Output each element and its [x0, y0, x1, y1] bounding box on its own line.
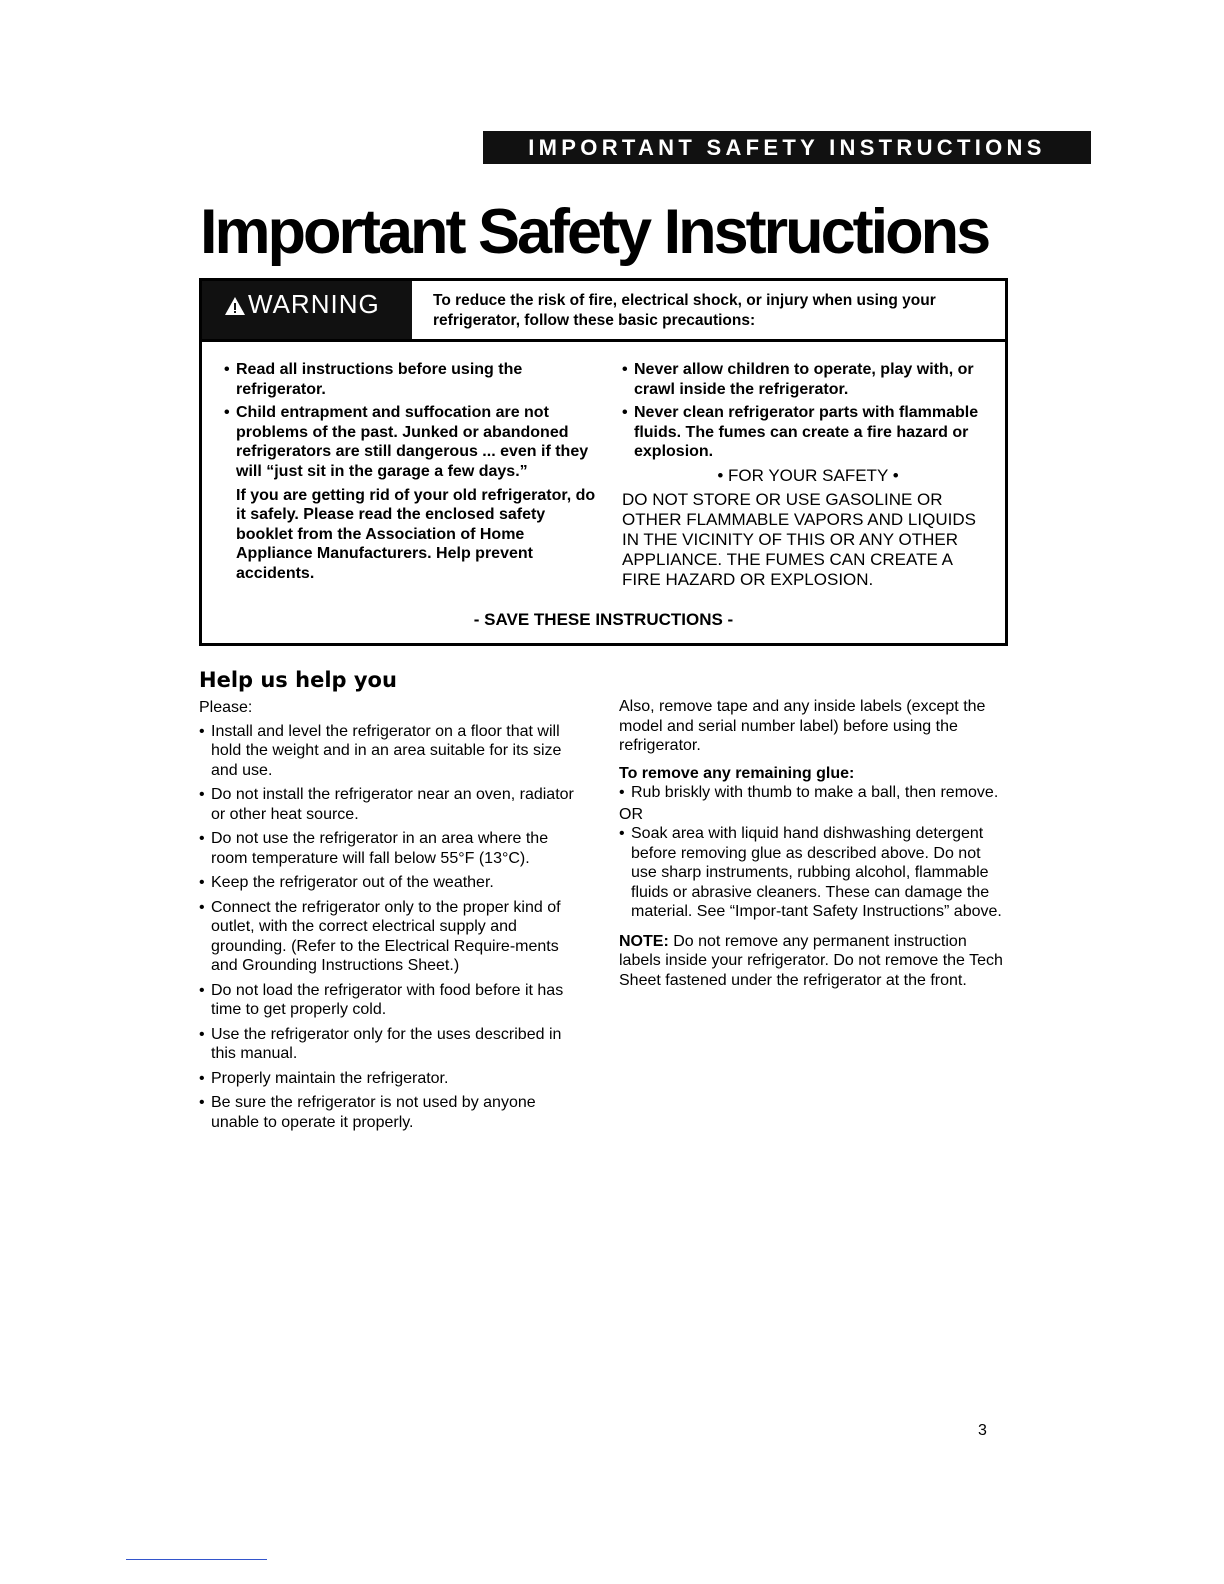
- save-instructions: - SAVE THESE INSTRUCTIONS -: [473, 610, 734, 629]
- note-paragraph: [619, 932, 1004, 991]
- list-item: • Never clean refrigerator parts with flammable fluids. The fumes can create a fire hazard or explosion.: [622, 403, 994, 462]
- list-item: • Soak area with liquid hand dishwashing detergent before removing glue as described above. Do not use sharp instruments, rubbing alcohol, flammable fluids or abrasive cleaners. These can damage the material. See “Impor-tant Safety Instructions” above.: [619, 824, 1004, 922]
- warning-header: [202, 281, 1005, 342]
- list-item: • Do not load the refrigerator with food before it has time to get properly cold.: [199, 981, 584, 1020]
- warning-left-list: [224, 360, 596, 482]
- safety-heading: • FOR YOUR SAFETY •: [717, 465, 899, 485]
- glue-list-1: [619, 783, 1004, 803]
- list-item: • Keep the refrigerator out of the weather.: [199, 873, 584, 893]
- help-section-title: Help us help you: [199, 668, 397, 692]
- warning-right-column: [622, 360, 994, 590]
- page-title: Important Safety Instructions: [200, 197, 989, 267]
- list-item: • Read all instructions before using the refrigerator.: [224, 360, 596, 399]
- list-item: • Be sure the refrigerator is not used by anyone unable to operate it properly.: [199, 1093, 584, 1132]
- glue-list-2: [619, 824, 1004, 922]
- warning-label: [202, 281, 412, 339]
- warning-right-list: [622, 360, 994, 462]
- disposal-note: If you are getting rid of your old refrigerator, do it safely. Please read the enclosed safety booklet from the Association of Home Appliance Manufacturers. Help prevent accidents.: [236, 486, 596, 582]
- warning-label-text: WARNING: [248, 289, 380, 319]
- help-right-column: [619, 697, 1004, 990]
- warning-box: [199, 278, 1008, 646]
- warning-intro: To reduce the risk of fire, electrical shock, or injury when using your refrigerator, follow these basic precautions:: [433, 292, 936, 329]
- warning-triangle-icon: [224, 296, 246, 316]
- help-left-column: [199, 698, 584, 1137]
- help-list: [199, 722, 584, 1133]
- list-item: • Do not install the refrigerator near an oven, radiator or other heat source.: [199, 785, 584, 824]
- list-item: • Connect the refrigerator only to the proper kind of outlet, with the correct electrical supply and grounding. (Refer to the Electrical Require-ments and Grounding Instructions Sheet.): [199, 898, 584, 976]
- note-label: NOTE:: [619, 932, 669, 950]
- or-separator: OR: [619, 805, 643, 823]
- list-item: • Do not use the refrigerator in an area where the room temperature will fall below 55°F (13°C).: [199, 829, 584, 868]
- note-text: Do not remove any permanent instruction labels inside your refrigerator. Do not remove the Tech Sheet fastened under the refrigerator at the front.: [619, 932, 1003, 989]
- labels-paragraph: Also, remove tape and any inside labels (except the model and serial number label) before using the refrigerator.: [619, 698, 986, 754]
- glue-heading: To remove any remaining glue:: [619, 764, 855, 782]
- list-item: • Install and level the refrigerator on a floor that will hold the weight and in an area suitable for its size and use.: [199, 722, 584, 781]
- list-item: • Child entrapment and suffocation are not problems of the past. Junked or abandoned refrigerators are still dangerous ... even if they will “just sit in the garage a few days.”: [224, 403, 596, 481]
- footer-rule: [126, 1559, 267, 1560]
- please-label: Please:: [199, 699, 253, 716]
- list-item: • Properly maintain the refrigerator.: [199, 1069, 584, 1089]
- page-number: 3: [978, 1422, 987, 1439]
- warning-left-column: [224, 360, 596, 584]
- section-banner: IMPORTANT SAFETY INSTRUCTIONS: [483, 131, 1091, 164]
- list-item: • Rub briskly with thumb to make a ball, then remove.: [619, 783, 1004, 803]
- list-item: • Use the refrigerator only for the uses described in this manual.: [199, 1025, 584, 1064]
- list-item: • Never allow children to operate, play with, or crawl inside the refrigerator.: [622, 360, 994, 399]
- safety-statement: DO NOT STORE OR USE GASOLINE OR OTHER FLAMMABLE VAPORS AND LIQUIDS IN THE VICINITY OF THIS OR ANY OTHER APPLIANCE. THE FUMES CAN CREATE A FIRE HAZARD OR EXPLOSION.: [622, 489, 976, 589]
